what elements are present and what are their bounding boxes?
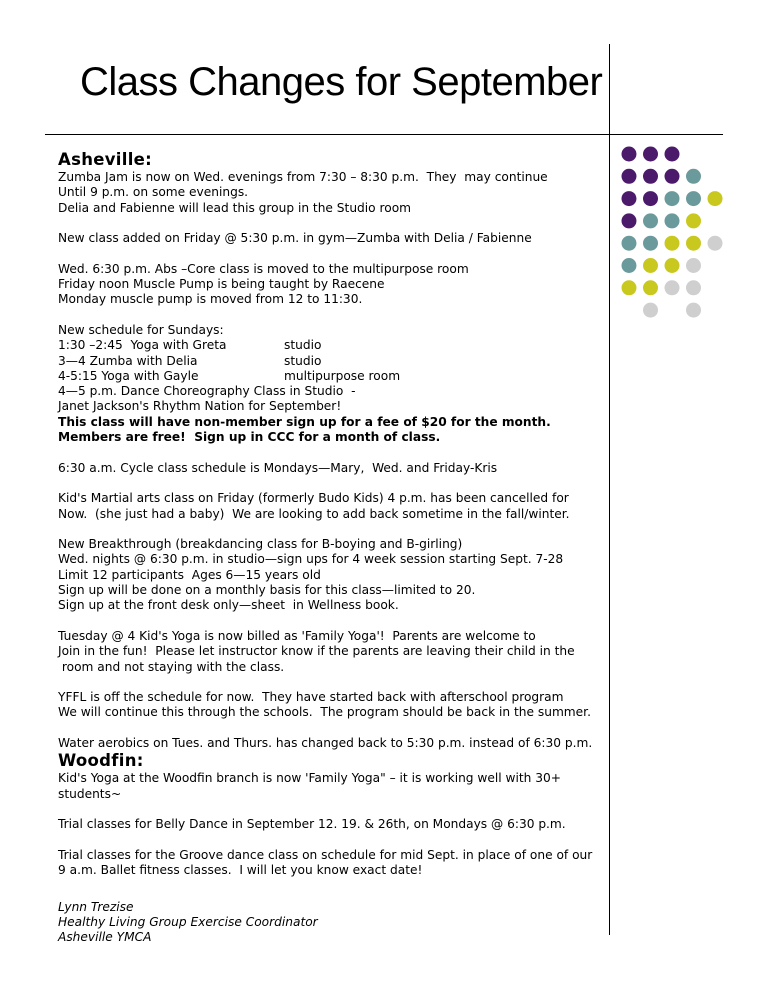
decorative-dot (665, 169, 680, 184)
decorative-dot (708, 236, 723, 251)
friday-line: Friday noon Muscle Pump is being taught by Raecene (58, 277, 385, 292)
family-yoga-line-2: Join in the fun! Please let instructor know if the parents are leaving their child in the (58, 644, 575, 659)
decorative-dot (665, 258, 680, 273)
sunday-row (58, 369, 638, 384)
breakthrough-line-4: Sign up will be done on a monthly basis for this class—limited to 20. (58, 583, 476, 598)
section-heading-woodfin: Woodfin: (58, 751, 144, 771)
martial-line-1: Kid's Martial arts class on Friday (formerly Budo Kids) 4 p.m. has been cancelled for (58, 491, 569, 506)
decorative-dot (686, 303, 701, 318)
decorative-dot (686, 213, 701, 228)
cycle-line: 6:30 a.m. Cycle class schedule is Mondays—Mary, Wed. and Friday-Kris (58, 460, 498, 475)
zumba-line-2: Until 9 p.m. on some evenings. (58, 185, 249, 200)
yffl-line-2: We will continue this through the schools. The program should be back in the summer. (58, 705, 591, 720)
decorative-dot (665, 213, 680, 228)
decorative-dot (643, 169, 658, 184)
sunday-row-time: 1:30 –2:45 Yoga with Greta (58, 338, 227, 353)
woodfin-kids-line-1: Kid's Yoga at the Woodfin branch is now 'Family Yoga" – it is working well with 30+ (58, 771, 561, 786)
decorative-dot (686, 236, 701, 251)
yffl-line-1: YFFL is off the schedule for now. They have started back with afterschool program (58, 690, 564, 705)
sunday-row-room: studio (284, 353, 322, 368)
martial-line-2: Now. (she just had a baby) We are looking to add back sometime in the fall/winter. (58, 506, 570, 521)
decorative-dot (643, 147, 658, 162)
page-title: Class Changes for September (80, 60, 603, 104)
decorative-dot (643, 236, 658, 251)
sunday-row (58, 338, 638, 353)
signature-org: Asheville YMCA (58, 930, 152, 945)
decorative-dot (643, 191, 658, 206)
decorative-dot (708, 191, 723, 206)
sunday-row-room: studio (284, 338, 322, 353)
breakthrough-line-2: Wed. nights @ 6:30 p.m. in studio—sign ups for 4 week session starting Sept. 7-28 (58, 552, 564, 567)
zumba-line-3: Delia and Fabienne will lead this group in the Studio room (58, 200, 412, 215)
decorative-dot (643, 213, 658, 228)
sunday-row-room: multipurpose room (284, 368, 401, 383)
breakthrough-line-5: Sign up at the front desk only—sheet in Wellness book. (58, 598, 399, 613)
fee-line-2: Members are free! Sign up in CCC for a month of class. (58, 430, 441, 445)
decorative-dot (665, 280, 680, 295)
new-class-line: New class added on Friday @ 5:30 p.m. in gym—Zumba with Delia / Fabienne (58, 231, 532, 246)
family-yoga-line-1: Tuesday @ 4 Kid's Yoga is now billed as 'Family Yoga'! Parents are welcome to (58, 628, 536, 643)
sunday-row (58, 354, 638, 369)
zumba-line-1: Zumba Jam is now on Wed. evenings from 7:30 – 8:30 p.m. They may continue (58, 170, 548, 184)
decorative-dot (686, 258, 701, 273)
monday-line: Monday muscle pump is moved from 12 to 11:30. (58, 292, 363, 307)
family-yoga-line-3: room and not staying with the class. (58, 659, 285, 674)
fee-line-1: This class will have non-member sign up for a fee of $20 for the month. (58, 414, 551, 429)
sunday-row-time: 4-5:15 Yoga with Gayle (58, 368, 199, 383)
decorative-dot (686, 191, 701, 206)
dance-line-1: 4—5 p.m. Dance Choreography Class in Studio - (58, 384, 356, 399)
horizontal-rule (45, 134, 723, 135)
breakthrough-line-1: New Breakthrough (breakdancing class for B-boying and B-girling) (58, 537, 463, 552)
dance-line-2: Janet Jackson's Rhythm Nation for September! (58, 399, 342, 414)
breakthrough-line-3: Limit 12 participants Ages 6—15 years old (58, 567, 321, 582)
decorative-dot (643, 303, 658, 318)
section-heading-asheville: Asheville: (58, 150, 153, 169)
decorative-dot (686, 169, 701, 184)
belly-dance-line: Trial classes for Belly Dance in September 12. 19. & 26th, on Mondays @ 6:30 p.m. (58, 817, 566, 832)
decorative-dot (665, 191, 680, 206)
water-aerobics-line: Water aerobics on Tues. and Thurs. has changed back to 5:30 p.m. instead of 6:30 p.m. (58, 735, 593, 750)
decorative-dot (643, 258, 658, 273)
sunday-row-time: 3—4 Zumba with Delia (58, 353, 198, 368)
decorative-dot (665, 147, 680, 162)
abs-line: Wed. 6:30 p.m. Abs –Core class is moved to the multipurpose room (58, 261, 469, 276)
groove-line-1: Trial classes for the Groove dance class on schedule for mid Sept. in place of one of our (58, 847, 593, 862)
woodfin-kids-line-2: students~ (58, 786, 122, 801)
newsletter-body (58, 150, 638, 946)
decorative-dot (686, 280, 701, 295)
decorative-dot (643, 280, 658, 295)
signature-name: Lynn Trezise (58, 899, 134, 914)
groove-line-2: 9 a.m. Ballet fitness classes. I will let you know exact date! (58, 863, 423, 878)
sunday-intro: New schedule for Sundays: (58, 322, 224, 337)
decorative-dot (665, 236, 680, 251)
signature-role: Healthy Living Group Exercise Coordinator (58, 914, 318, 929)
